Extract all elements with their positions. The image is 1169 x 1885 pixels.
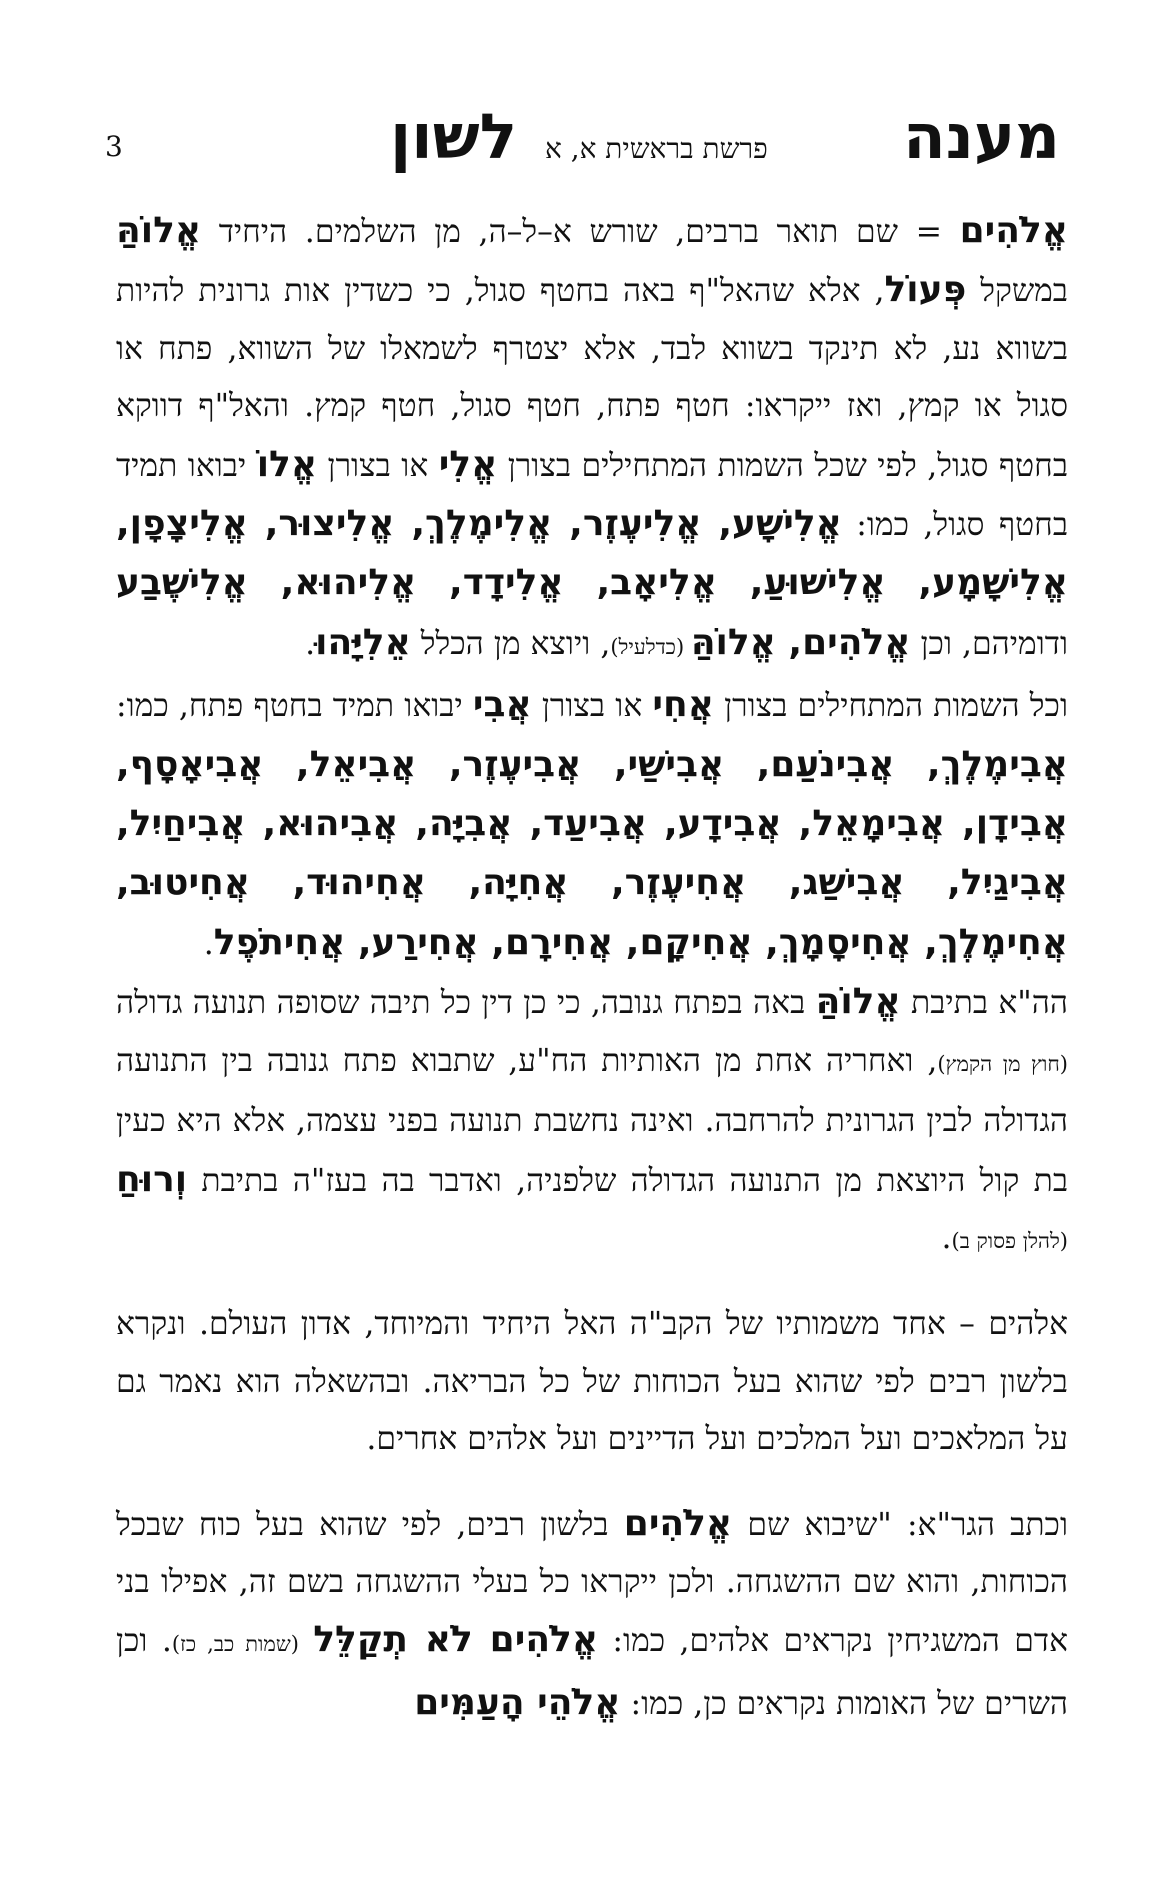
paragraph-gra-quote — [116, 1495, 1068, 1734]
text: וכתב הגר"א: "שיבוא שם — [732, 1506, 1068, 1543]
term: אֲחִי — [652, 684, 714, 726]
reference-note: (חוץ מן הקמץ) — [937, 1051, 1068, 1076]
text: ודומיהם, וכן — [910, 625, 1068, 662]
paragraph-prefix-names — [116, 676, 1068, 973]
text: באה בפתח גנובה, כי כן דין כל תיבה שסופה תנועה גדולה — [116, 985, 816, 1022]
term: אֱלוֹ — [256, 443, 318, 485]
text: יבואו תמיד בחטף פתח, כמו: — [116, 688, 473, 725]
text: . — [305, 625, 316, 662]
term: אֵלִיָּהוּ — [315, 621, 411, 663]
page-content — [116, 202, 1068, 1733]
paragraph-meaning: אלהים – אחד משמותיו של הקב"ה האל היחיד והמיוחד, אדון העולם. ונקרא בלשון רבים לפי שהוא בעל הכוחות של כל הבריאה. ובהשאלה הוא נאמר גם על המלאכים ועל המלכים ועל הדיינים ועל אלהים אחרים. — [116, 1306, 1068, 1458]
term: אֲבִי — [472, 684, 532, 726]
text: יבואו תמיד בחטף סגול, כמו: — [116, 447, 1068, 544]
text: הה"א בתיבת — [900, 985, 1068, 1022]
text: , ויוצא מן הכלל — [410, 625, 611, 662]
text: , ואחריה אחת מן האותיות הח"ע, שתבוא פתח גנובה בין התנועה הגדולה לבין הגרונית להרחבה. ואינה נחשבת תנועה בפני עצמה, אלא היא כעין בת קול היוצאת מן התנועה הגדולה שלפניה, ואדבר בה בעז"ה בתיבת — [116, 1042, 1068, 1199]
text: וכל השמות המתחילים בצורן — [713, 688, 1068, 725]
paragraph-patach-genuva — [116, 973, 1068, 1270]
text: או בצורן — [317, 447, 439, 484]
parasha-reference: פרשת בראשית א, א — [545, 132, 768, 165]
term: אֱלֹהִים — [623, 1502, 733, 1544]
reference-note: (שמות כב, כז) — [171, 1632, 299, 1657]
term: אֱלֹהִים, אֱלוֹהַּ — [690, 621, 911, 663]
term: אֱלֹהִים לֹא תְקַלֵּל — [313, 1619, 599, 1661]
text: או בצורן — [531, 688, 653, 725]
term: אֱלוֹהַּ — [116, 210, 202, 251]
paragraph-elohim-definition — [116, 202, 1068, 676]
page-number: 3 — [105, 130, 123, 163]
text: בלשון רבים, לפי שהוא בעל כוח שבכל הכוחות, והוא שם ההשגחה. ולכן ייקראו כל בעלי ההשגחה בשם זה, אפילו בני אדם המשגיחין נקראים אלהים, כמו: — [116, 1506, 1068, 1660]
name-list: אֱלִישָׁע, אֱלִיעֶזֶר, אֱלִימֶלֶךְ, אֱלִיצוּר, אֱלִיצָפָן, אֱלִישָׁמָע, אֱלִישׁוּעַ, אֱלִיאָב, אֱלִידָד, אֱלִיהוּא, אֱלִישֶׁבַע — [116, 503, 1068, 604]
page-header — [100, 100, 1060, 190]
term: אֱלִי — [438, 443, 498, 485]
reference-note: (כדלעיל) — [610, 634, 691, 659]
term: אֱלֹהֵי הָעַמִּים — [414, 1681, 621, 1723]
text — [299, 1623, 313, 1659]
text: , אלא שהאל"ף באה בחטף סגול, כי כשדין אות גרונית להיות בשווא נע, לא תינקד בשווא לבד, אלא יצטרף לשמאלו של השווא, פתח או סגול או קמץ, ואז ייקראו: חטף פתח, חטף סגול, חטף קמץ. והאל"ף דווקא בחטף סגול, לפי שכל השמות המתחילים בצורן — [116, 273, 1069, 484]
text: = שם תואר ברבים, שורש א–ל–ה, מן השלמים. היחיד — [201, 214, 960, 250]
name-list: אֲבִימֶלֶךְ, אֲבִינֹעַם, אֲבִישַׁי, אֲבִיעֶזֶר, אֲבִיאֵל, אֲבִיאָסָף, אֲבִידָן, אֲבִימָאֵל, אֲבִידָע, אֲבִיעַד, אֲבִיָּה, אֲבִיהוּא, אֲבִיחַיִל, אֲבִיגַיִל, אֲבִישַׁג, אֲחִיעֶזֶר, אֲחִיָּה, אֲחִיהוּד, אֲחִיטוּב, אֲחִימֶלֶךְ, אֲחִיסָמָךְ, אֲחִיקָם, אֲחִירָם, אֲחִירַע, אֲחִיתֹפֶל — [116, 743, 1068, 963]
term: אֱלֹהִים — [959, 210, 1068, 251]
term: פְּעוֹל — [884, 269, 967, 311]
text: . — [203, 925, 214, 962]
term: אֱלוֹהַּ — [815, 981, 901, 1023]
book-title-right: מענה — [903, 100, 1060, 173]
book-title-left: לשון — [390, 100, 518, 173]
text: . וכן השרים של האומות נקראים כן, כמו: — [116, 1623, 1068, 1722]
term: וְרוּחַ — [116, 1158, 188, 1200]
reference-note: (להלן פסוק ב) — [951, 1228, 1068, 1253]
text: במשקל — [966, 273, 1068, 310]
text: . — [941, 1219, 952, 1256]
